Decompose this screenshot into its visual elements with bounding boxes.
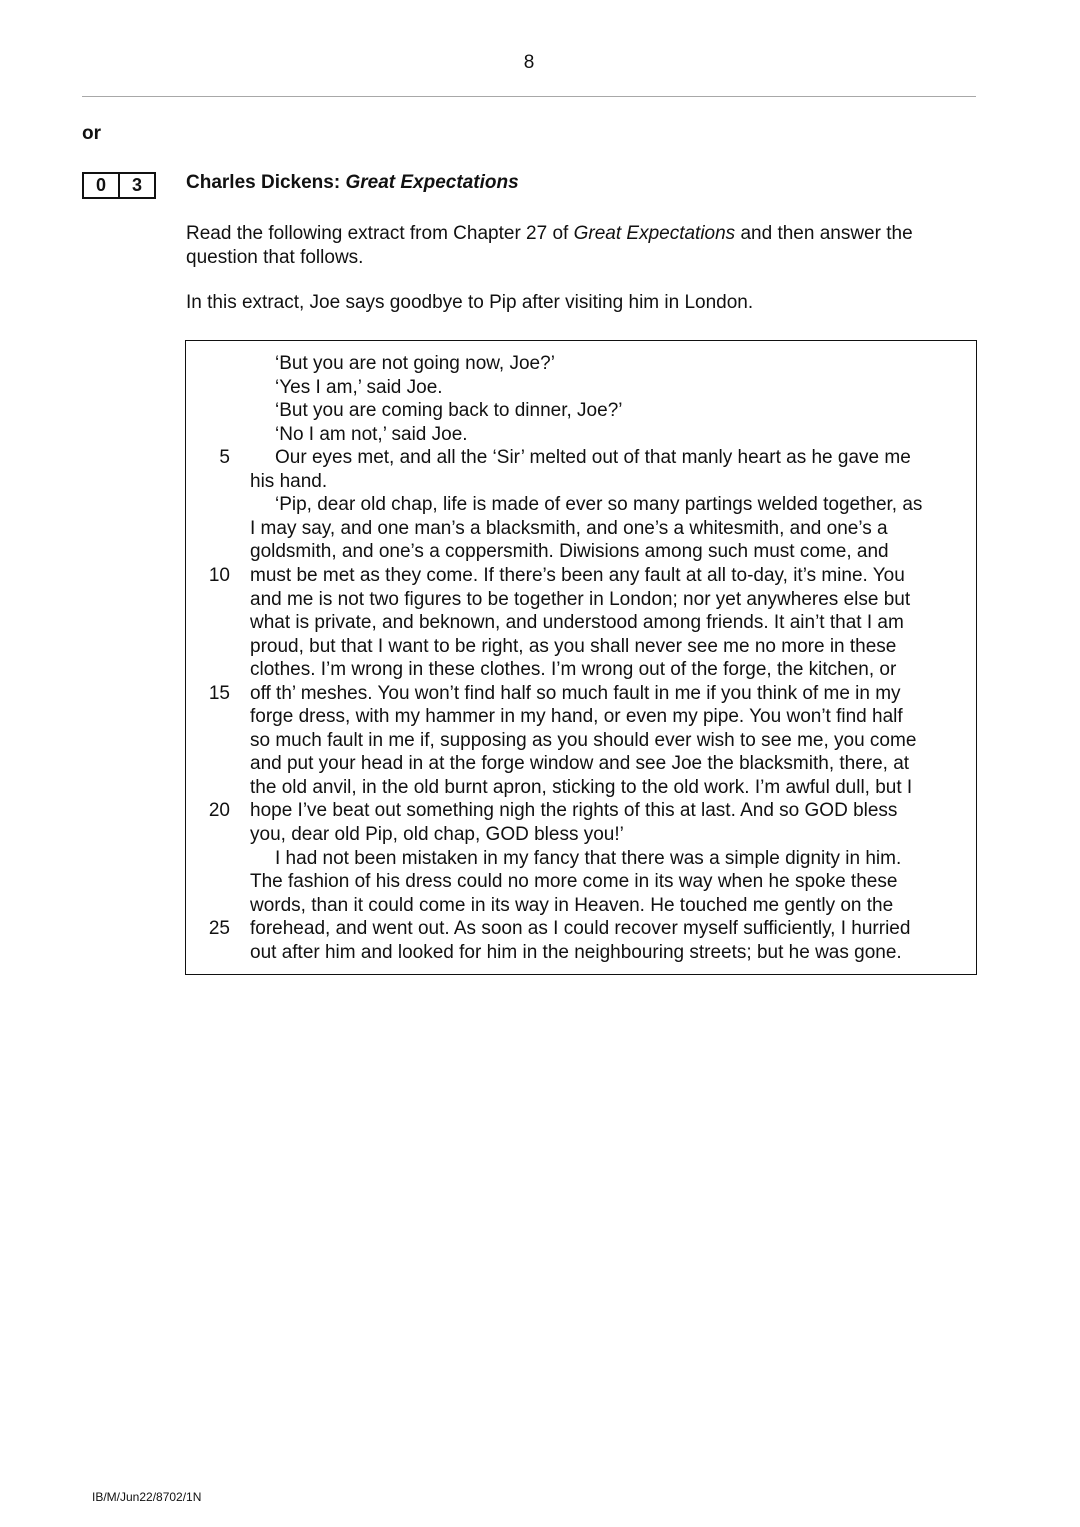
- question-title: [186, 172, 519, 194]
- extract-line: ‘But you are not going now, Joe?’: [275, 353, 555, 374]
- extract-line: you, dear old Pip, old chap, GOD bless you!’: [250, 824, 624, 845]
- question-digit: 3: [118, 174, 154, 197]
- extract-line: words, than it could come in its way in Heaven. He touched me gently on the: [250, 894, 894, 916]
- extract-line: clothes. I’m wrong in these clothes. I’m wrong out of the forge, the kitchen, or: [250, 659, 897, 681]
- extract-line: forehead, and went out. As soon as I could recover myself sufficiently, I hurried: [250, 918, 911, 940]
- extract-line: ‘But you are coming back to dinner, Joe?’: [275, 400, 623, 422]
- extract-line: so much fault in me if, supposing as you should ever wish to see me, you come: [250, 729, 917, 751]
- footer-code: IB/M/Jun22/8702/1N: [92, 1490, 202, 1504]
- extract-line: off th’ meshes. You won’t find half so much fault in me if you think of me in my: [250, 682, 901, 704]
- or-label: or: [82, 123, 101, 144]
- extract-line: must be met as they come. If there’s been any fault at all to-day, it’s mine. You: [250, 564, 905, 586]
- question-digit: 0: [95, 175, 106, 195]
- page-number: 8: [523, 52, 535, 73]
- extract-line: The fashion of his dress could no more come in its way when he spoke these: [250, 871, 898, 893]
- extract-line: out after him and looked for him in the neighbouring streets; but he was gone.: [250, 941, 902, 963]
- extract-line: ‘Pip, dear old chap, life is made of ever so many partings welded together, as: [275, 494, 923, 516]
- line-number: 25: [208, 918, 230, 940]
- extract-line: I may say, and one man’s a blacksmith, and one’s a whitesmith, and one’s a: [250, 517, 888, 539]
- extract-line: his hand.: [250, 470, 328, 492]
- extract-line: ‘No I am not,’ said Joe.: [275, 423, 468, 445]
- extract-line: hope I’ve beat out something nigh the rights of this at last. And so GOD bless: [250, 800, 898, 822]
- line-number: 5: [219, 447, 230, 469]
- extract-line: Our eyes met, and all the ‘Sir’ melted out of that manly heart as he gave me: [275, 447, 911, 469]
- book-title: Great Expectations: [345, 172, 519, 193]
- line-number: 10: [208, 564, 230, 586]
- line-number: 20: [208, 800, 230, 822]
- extract-context: In this extract, Joe says goodbye to Pip after visiting him in London.: [186, 292, 754, 313]
- extract-line: goldsmith, and one’s a coppersmith. Diwisions among such must come, and: [250, 541, 889, 563]
- extract-line: forge dress, with my hammer in my hand, or even my pipe. You won’t find half: [250, 706, 903, 728]
- extract-line: I had not been mistaken in my fancy that there was a simple dignity in him.: [275, 847, 902, 869]
- header-divider: [82, 96, 976, 97]
- question-number-box: [82, 172, 156, 199]
- instruction: [186, 222, 976, 269]
- extract-line: proud, but that I want to be right, as you shall never see me no more in these: [250, 635, 897, 657]
- line-number: 15: [208, 682, 230, 704]
- extract-line: what is private, and beknown, and understood among friends. It ain’t that I am: [250, 612, 904, 634]
- instruction-text: and then answer the question that follows.: [186, 223, 913, 268]
- extract-line: and me is not two figures to be together in London; nor yet anywheres else but: [250, 588, 911, 610]
- instruction-text: Read the following extract from Chapter 27 of: [186, 223, 574, 244]
- author: Charles Dickens:: [186, 172, 346, 193]
- extract-line: and put your head in at the forge window and see Joe the blacksmith, there, at: [250, 753, 910, 775]
- extract-line: the old anvil, in the old burnt apron, sticking to the old work. I’m awful dull, but I: [250, 776, 913, 798]
- extract-line: ‘Yes I am,’ said Joe.: [275, 376, 443, 398]
- instruction-book-title: Great Expectations: [573, 223, 736, 244]
